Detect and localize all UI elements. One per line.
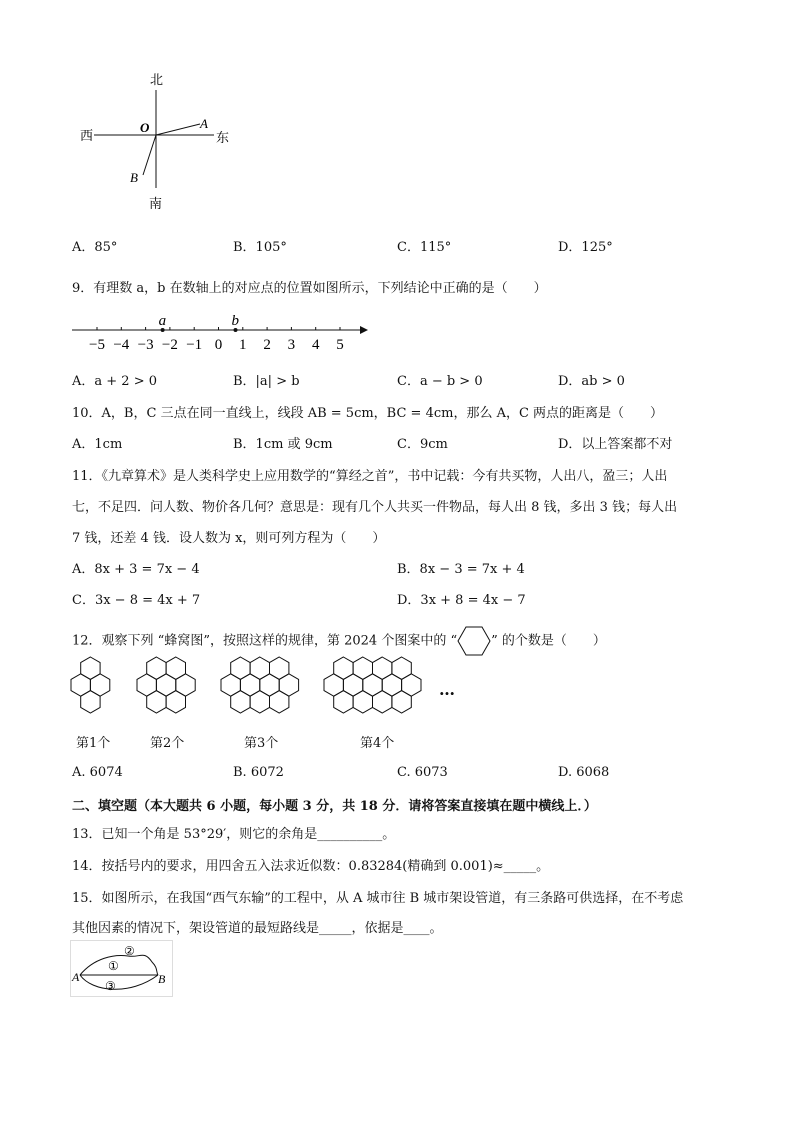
q9-option-c: C．a − b > 0	[397, 374, 483, 389]
number-line-tick-label: 3	[287, 337, 296, 353]
section-2-heading: 二、填空题（本大题共 6 小题，每小题 3 分，共 18 分．请将答案直接填在题中横线上．）	[72, 799, 597, 814]
number-line-ticks	[89, 327, 344, 353]
number-line-tick-label: 4	[311, 337, 320, 353]
q12-option-b: B. 6072	[233, 765, 284, 780]
honeycomb-cell	[353, 691, 372, 713]
q11-line3: 7 钱，还差 4 钱．设人数为 x，则可列方程为（ ）	[72, 531, 386, 546]
q10-option-c: C．9cm	[397, 437, 448, 452]
q12-stem-before: 12．观察下列 “蜂窝图”，按照这样的规律，第 2024 个图案中的 “	[72, 633, 458, 649]
point-b-label: b	[231, 313, 240, 329]
q10-stem: 10．A，B，C 三点在同一直线上，线段 AB = 5cm，BC = 4cm，那么 A，C 两点的距离是（ ）	[72, 406, 664, 421]
hexagon-icon	[457, 625, 491, 657]
q11-option-a: A．8x + 3 = 7x − 4	[72, 562, 200, 577]
route-1-label: ①	[108, 959, 119, 973]
q10-option-a: A．1cm	[72, 437, 123, 452]
q9-stem: 9．有理数 a，b 在数轴上的对应点的位置如图所示，下列结论中正确的是（ ）	[72, 281, 547, 296]
point-a-label: a	[158, 313, 167, 329]
honeycomb-cell	[373, 691, 392, 713]
q13: 13．已知一个角是 53°29′，则它的余角是__________。	[72, 827, 396, 842]
number-line-arrow	[360, 326, 368, 334]
honeycomb-4	[324, 657, 421, 713]
route-3-path	[80, 975, 158, 989]
number-line	[68, 308, 378, 354]
q12-stem-after: ” 的个数是（ ）	[491, 633, 606, 649]
caption-2: 第2个	[150, 736, 185, 751]
q8-option-a: A．85°	[72, 240, 118, 255]
q11-line1: 11．《九章算术》是人类科学史上应用数学的“算经之首”，书中记载：今有共买物，人出八，盈三；人出	[72, 469, 668, 484]
number-line-tick-label: 1	[239, 337, 247, 353]
honeycomb-cell	[166, 691, 185, 713]
q9-option-a: A．a + 2 > 0	[72, 374, 157, 389]
ray-oa	[156, 124, 200, 135]
q12-stem	[72, 625, 606, 657]
honeycomb-cell	[334, 691, 353, 713]
number-line-tick-label: −3	[137, 337, 154, 353]
point-a-label: A	[200, 116, 208, 131]
honeycomb-cell	[270, 691, 289, 713]
city-a-label: A	[72, 970, 80, 984]
compass-diagram	[76, 70, 246, 220]
honeycomb-figures	[66, 655, 466, 725]
number-line-tick-label: 5	[336, 337, 344, 353]
q12-option-c: C. 6073	[397, 765, 448, 780]
east-label: 东	[216, 130, 230, 145]
west-label: 西	[80, 128, 94, 143]
honeycomb-cell	[250, 691, 269, 713]
number-line-tick-label: −2	[161, 337, 178, 353]
caption-3: 第3个	[244, 736, 279, 751]
q8-option-d: D．125°	[558, 240, 613, 255]
q15-line2: 其他因素的情况下，架设管道的最短路线是_____，依据是____。	[72, 921, 443, 936]
q11-line2: 七，不足四．问人数、物价各几何？意思是：现有几个人共买一件物品，每人出 8 钱，多出 3 钱；每人出	[72, 500, 678, 515]
caption-4: 第4个	[360, 736, 395, 751]
honeycomb-ellipsis: …	[439, 680, 455, 699]
number-line-tick-label: −1	[186, 337, 203, 353]
q12-option-a: A. 6074	[72, 765, 123, 780]
honeycomb-cell	[231, 691, 250, 713]
route-2-path	[80, 955, 158, 975]
q12-option-d: D. 6068	[558, 765, 610, 780]
honeycomb-cell	[392, 691, 411, 713]
pipeline-route-diagram	[70, 940, 174, 998]
city-b-label: B	[158, 972, 166, 986]
q11-option-b: B．8x − 3 = 7x + 4	[397, 562, 525, 577]
honeycomb-1	[71, 657, 110, 713]
honeycomb-cell	[147, 691, 166, 713]
q11-option-c: C．3x − 8 = 4x + 7	[72, 593, 201, 608]
ray-ob	[143, 135, 156, 175]
q8-option-c: C．115°	[397, 240, 452, 255]
number-line-tick-label: −5	[89, 337, 105, 353]
number-line-tick-label: −4	[113, 337, 130, 353]
honeycomb-3	[221, 657, 299, 713]
q11-option-d: D．3x + 8 = 4x − 7	[397, 593, 526, 608]
north-label: 北	[150, 72, 164, 87]
q15-line1: 15．如图所示，在我国“西气东输”的工程中，从 A 城市往 B 城市架设管道，有三条路可供选择，在不考虑	[72, 891, 684, 906]
q9-option-b: B．|a| > b	[233, 374, 300, 389]
origin-label: O	[140, 120, 150, 135]
route-2-label: ②	[124, 944, 135, 958]
south-label: 南	[149, 196, 163, 211]
number-line-tick-label: 0	[214, 337, 223, 353]
q10-option-d: D．以上答案都不对	[558, 437, 673, 452]
honeycomb-cell	[81, 691, 100, 713]
q8-option-b: B．105°	[233, 240, 287, 255]
honeycomb-2	[137, 657, 195, 713]
route-3-label: ③	[105, 979, 116, 993]
point-b-label: B	[130, 170, 138, 185]
q14: 14．按括号内的要求，用四舍五入法求近似数：0.83284(精确到 0.001)≈_____。	[72, 859, 550, 874]
number-line-tick-label: 2	[263, 337, 271, 353]
q9-option-d: D．ab > 0	[558, 374, 625, 389]
caption-1: 第1个	[76, 736, 111, 751]
q10-option-b: B．1cm 或 9cm	[233, 437, 333, 452]
